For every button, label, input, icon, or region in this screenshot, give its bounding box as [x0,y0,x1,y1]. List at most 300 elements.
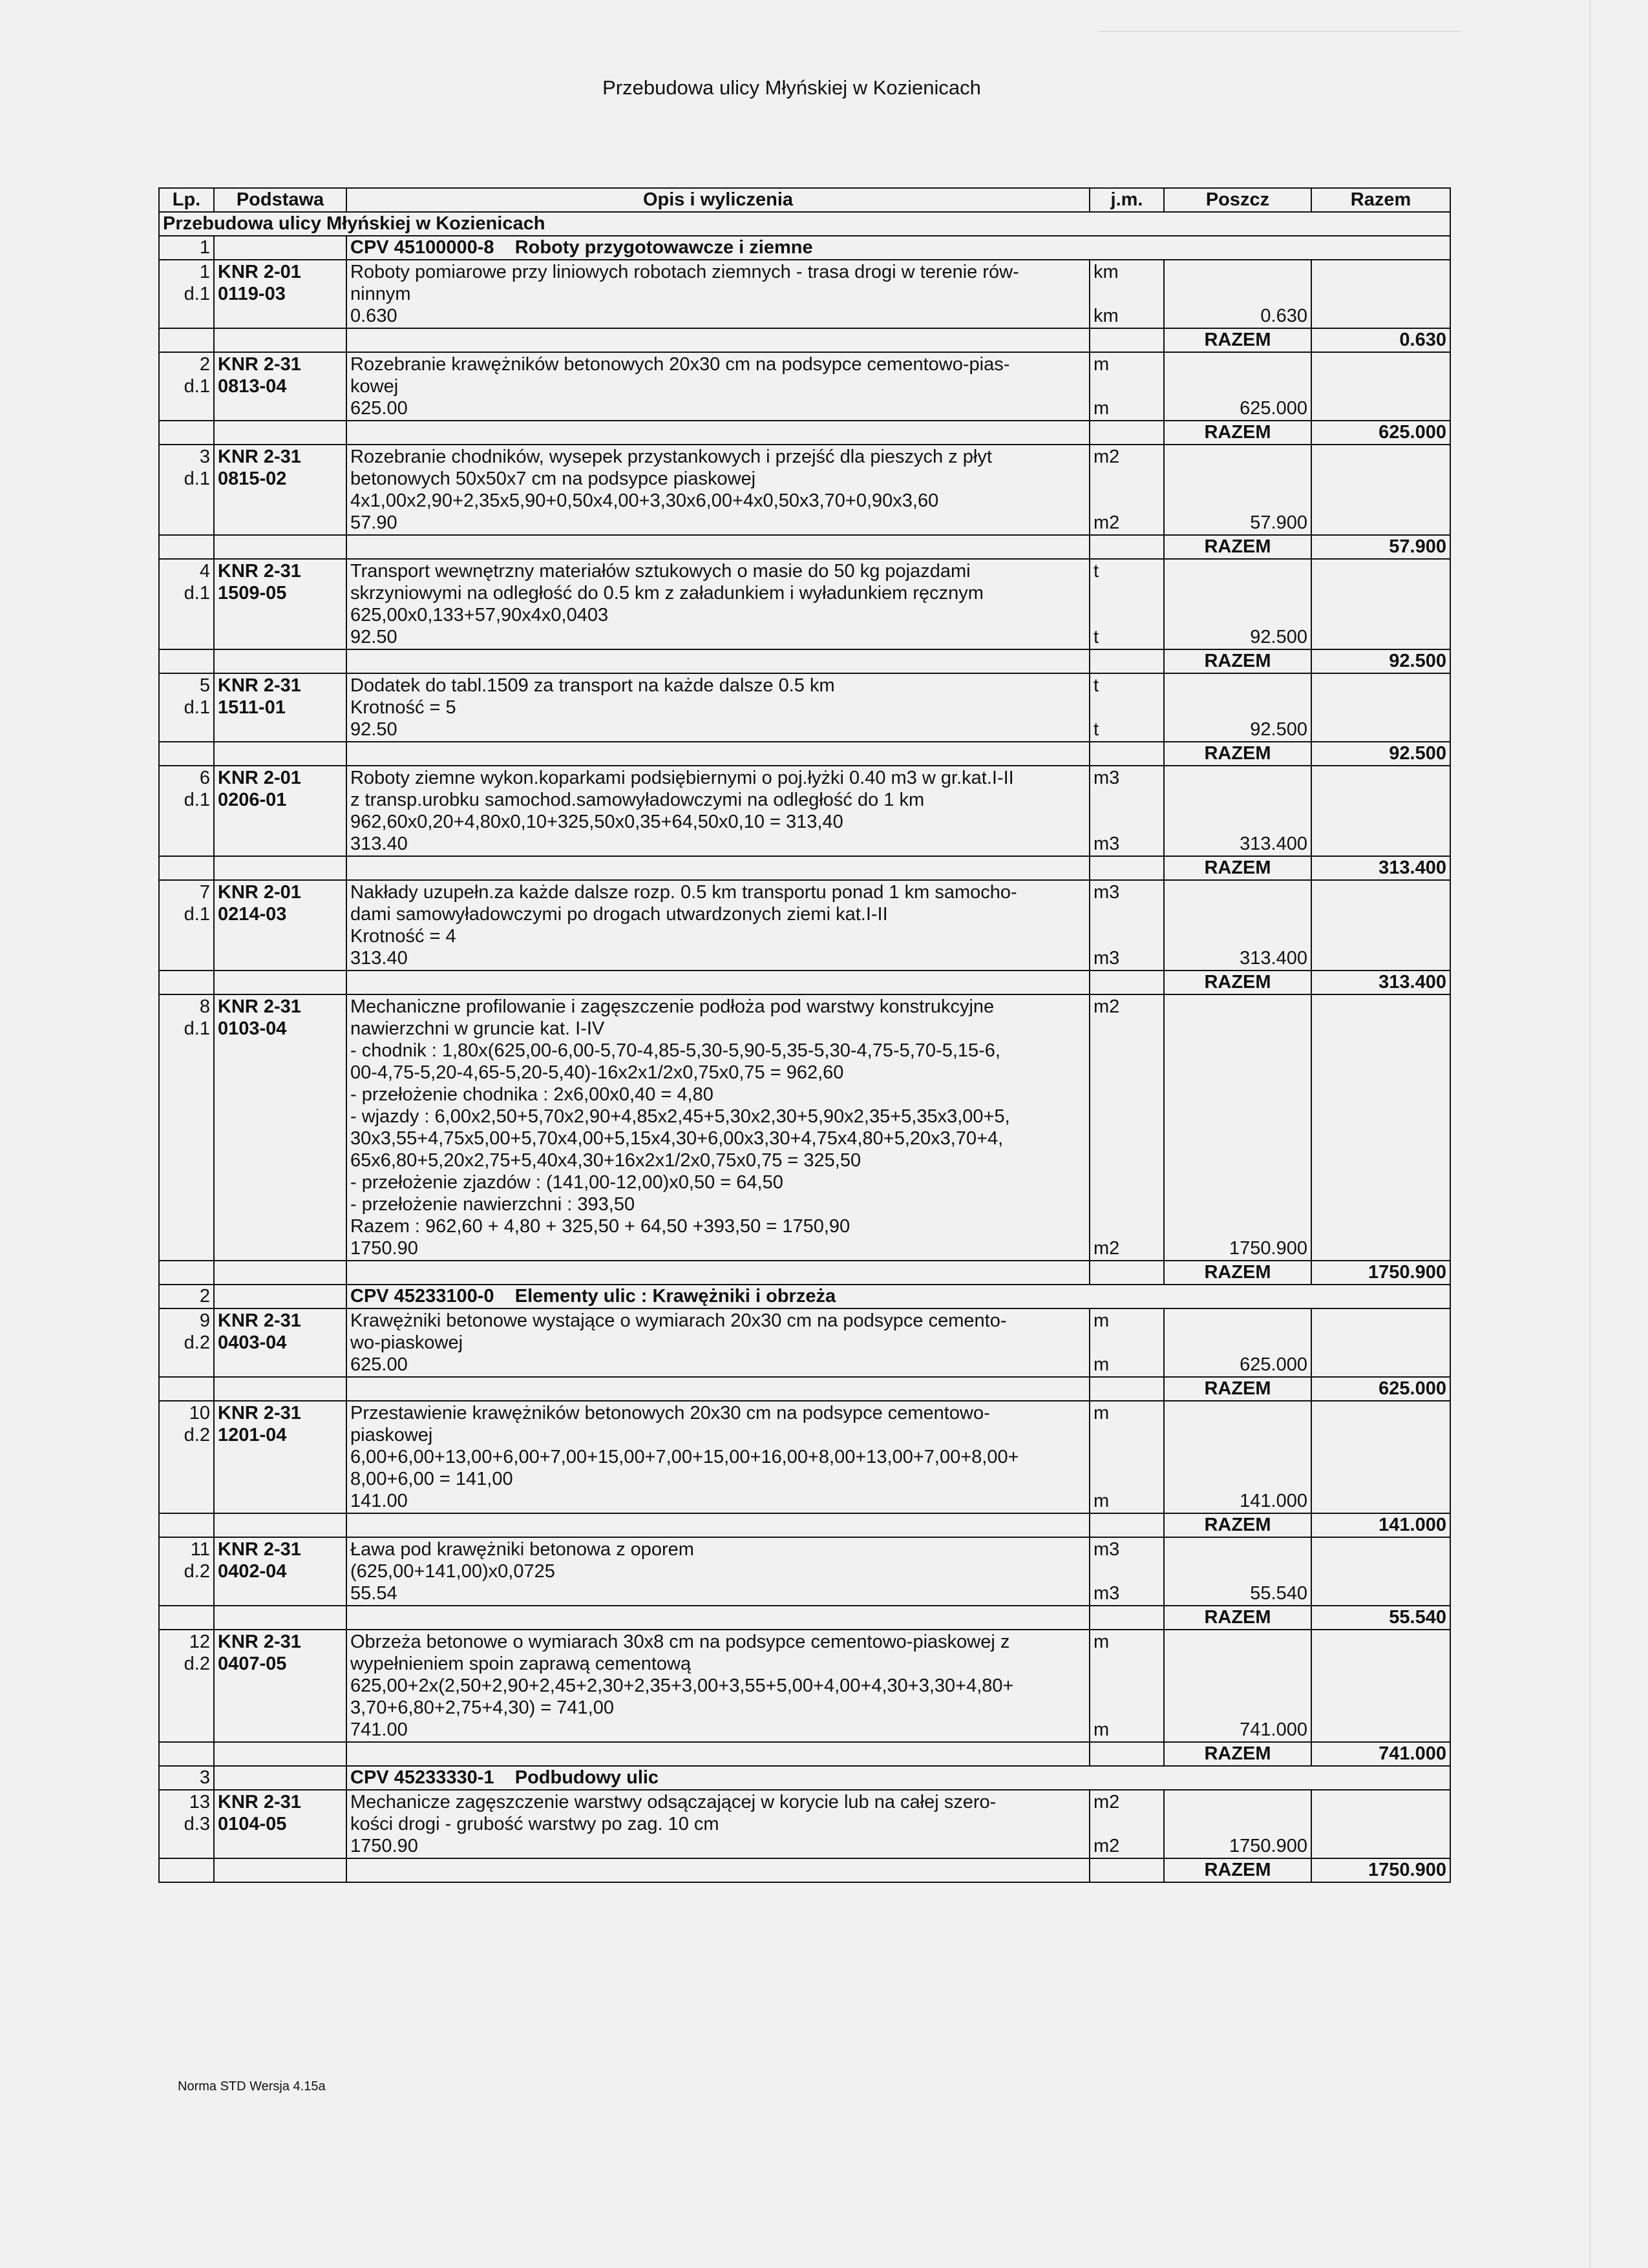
description-line: Obrzeża betonowe o wymiarach 30x8 cm na podsypce cementowo-piaskowej z [350,1632,1010,1652]
description-line: Roboty pomiarowe przy liniowych robotach ziemnych - trasa drogi w terenie rów- [350,262,1019,282]
description-line: 625,00x0,133+57,90x4x0,0403 [350,605,609,625]
description-line: 00-4,75-5,20-4,65-5,20-5,40)-16x2x1/2x0,75x0,75 = 962,60 [350,1062,844,1083]
item-lp [159,352,214,421]
item-unit [1090,1537,1164,1606]
razem-row [159,971,1450,994]
item-number: 9 [199,1310,210,1331]
razem-row [159,856,1450,880]
item-code: 0119-03 [218,284,286,304]
unit-top: km [1093,262,1119,282]
razem-value: 741.000 [1311,1742,1450,1766]
item-basis [214,1790,346,1858]
item-lp [159,1401,214,1513]
unit-bottom: m2 [1093,1238,1120,1259]
group-basis-empty [214,1285,346,1308]
cost-estimate-table [158,187,1451,1883]
razem-empty [1090,971,1164,994]
unit-spacer [1093,1332,1160,1354]
table-row [159,1308,1450,1377]
table-row [159,260,1450,328]
unit-spacer [1093,283,1160,305]
razem-value: 313.400 [1311,971,1450,994]
unit-bottom: t [1093,627,1099,647]
item-unit [1090,994,1164,1261]
col-opis: Opis i wyliczenia [346,188,1090,212]
item-code: 0407-05 [218,1654,287,1674]
item-basis [214,766,346,856]
unit-spacer [1093,1560,1160,1582]
unit-top: m2 [1093,446,1120,467]
item-unit [1090,766,1164,856]
razem-empty [214,649,346,673]
unit-bottom: m [1093,1719,1110,1740]
item-unit [1090,260,1164,328]
item-unit [1090,1790,1164,1858]
item-knr: KNR 2-31 [218,996,301,1017]
item-division: d.2 [184,1425,210,1445]
item-total-empty [1311,1537,1450,1606]
item-knr: KNR 2-31 [218,1539,301,1560]
unit-top: m [1093,1403,1110,1423]
razem-empty [214,1858,346,1882]
item-knr: KNR 2-31 [218,561,301,582]
description-line: - przełożenie zjazdów : (141,00-12,00)x0,50 = 64,50 [350,1172,783,1193]
razem-empty [214,421,346,445]
item-lp [159,1537,214,1606]
unit-bottom: m [1093,398,1110,419]
item-code: 1201-04 [218,1425,287,1445]
razem-row [159,742,1450,766]
razem-value: 625.000 [1311,1377,1450,1401]
item-partial: 92.500 [1164,673,1311,742]
item-total-empty [1311,1630,1450,1742]
item-description [346,1401,1090,1513]
razem-value: 1750.900 [1311,1261,1450,1285]
razem-empty [346,971,1090,994]
razem-empty [214,328,346,352]
item-basis [214,1308,346,1377]
item-partial: 741.000 [1164,1630,1311,1742]
razem-row [159,1742,1450,1766]
unit-bottom: km [1093,306,1119,326]
item-knr: KNR 2-31 [218,1403,301,1423]
description-line: dami samowyładowczymi po drogach utwardzonych ziemi kat.I-II [350,904,888,925]
item-division: d.1 [184,468,210,489]
unit-top: m [1093,1310,1110,1331]
unit-top: m3 [1093,768,1120,788]
item-code: 0403-04 [218,1332,287,1353]
razem-value: 0.630 [1311,328,1450,352]
group-row [159,236,1450,260]
razem-value: 141.000 [1311,1513,1450,1537]
item-basis [214,559,346,649]
description-line: kości drogi - grubość warstwy po zag. 10 cm [350,1814,719,1834]
razem-empty [1090,742,1164,766]
description-line: 1750.90 [350,1238,418,1259]
group-cpv-code: CPV 45233330-1 [350,1767,494,1788]
razem-empty [1090,535,1164,559]
razem-empty [159,649,214,673]
razem-empty [214,1377,346,1401]
item-knr: KNR 2-31 [218,675,301,696]
item-total-empty [1311,445,1450,535]
description-line: - chodnik : 1,80x(625,00-6,00-5,70-4,85-5,30-5,90-5,35-5,30-4,75-5,70-5,15-6, [350,1040,1000,1061]
item-total-empty [1311,352,1450,421]
razem-label: RAZEM [1164,421,1311,445]
item-number: 7 [199,882,210,903]
table-row [159,445,1450,535]
unit-bottom: m [1093,1354,1110,1375]
item-code: 0206-01 [218,790,287,810]
description-line: - wjazdy : 6,00x2,50+5,70x2,90+4,85x2,45+5,30x2,30+5,90x2,35+5,35x3,00+5, [350,1106,1010,1127]
item-unit [1090,1630,1164,1742]
item-division: d.1 [184,904,210,925]
razem-value: 57.900 [1311,535,1450,559]
item-total-empty [1311,559,1450,649]
item-description [346,1537,1090,1606]
description-line: Transport wewnętrzny materiałów sztukowych o masie do 50 kg pojazdami [350,561,971,582]
description-line: 30x3,55+4,75x5,00+5,70x4,00+5,15x4,30+6,00x3,30+4,75x4,80+5,20x3,70+4, [350,1128,1004,1149]
description-line: 625.00 [350,1354,408,1375]
unit-spacer [1093,1653,1160,1719]
item-lp [159,1308,214,1377]
description-line: ninnym [350,284,411,304]
item-lp [159,673,214,742]
unit-top: m3 [1093,882,1120,903]
item-description [346,260,1090,328]
item-description [346,1630,1090,1742]
razem-empty [346,856,1090,880]
item-partial: 55.540 [1164,1537,1311,1606]
razem-empty [346,1261,1090,1285]
description-line: Mechaniczne profilowanie i zagęszczenie podłoża pod warstwy konstrukcyjne [350,996,995,1017]
razem-empty [159,328,214,352]
item-partial: 313.400 [1164,880,1311,971]
item-partial: 141.000 [1164,1401,1311,1513]
razem-empty [346,1513,1090,1537]
description-line: Nakłady uzupełn.za każde dalsze rozp. 0.5 km transportu ponad 1 km samocho- [350,882,1017,903]
item-number: 1 [199,262,210,282]
item-description [346,994,1090,1261]
description-line: 962,60x0,20+4,80x0,10+325,50x0,35+64,50x0,10 = 313,40 [350,812,843,832]
item-knr: KNR 2-31 [218,1310,301,1331]
item-description [346,766,1090,856]
item-lp [159,1630,214,1742]
item-basis [214,352,346,421]
razem-empty [159,742,214,766]
description-line: Krotność = 4 [350,926,456,947]
item-unit [1090,673,1164,742]
description-line: kowej [350,376,399,397]
razem-row [159,421,1450,445]
item-code: 1511-01 [218,697,286,718]
item-partial: 1750.900 [1164,994,1311,1261]
razem-label: RAZEM [1164,1858,1311,1882]
description-line: - przełożenie nawierzchni : 393,50 [350,1194,635,1215]
item-lp [159,559,214,649]
razem-empty [214,856,346,880]
table-row [159,1401,1450,1513]
item-total-empty [1311,994,1450,1261]
unit-bottom: m3 [1093,834,1120,854]
razem-value: 625.000 [1311,421,1450,445]
section-title: Przebudowa ulicy Młyńskiej w Kozienicach [159,212,1450,236]
item-total-empty [1311,1401,1450,1513]
razem-row [159,1858,1450,1882]
item-number: 4 [199,561,210,582]
table-row [159,880,1450,971]
razem-empty [346,1742,1090,1766]
razem-label: RAZEM [1164,1606,1311,1630]
item-basis [214,1537,346,1606]
description-line: Krotność = 5 [350,697,456,718]
razem-empty [1090,1606,1164,1630]
description-line: 313.40 [350,834,408,854]
item-basis [214,880,346,971]
description-line: Rozebranie krawężników betonowych 20x30 cm na podsypce cementowo-pias- [350,354,1010,375]
razem-empty [159,1742,214,1766]
razem-value: 55.540 [1311,1606,1450,1630]
description-line: Roboty ziemne wykon.koparkami podsiębiernymi o poj.łyżki 0.40 m3 w gr.kat.I-II [350,768,1014,788]
razem-value: 92.500 [1311,649,1450,673]
razem-empty [159,1261,214,1285]
unit-spacer [1093,582,1160,626]
razem-row [159,1513,1450,1537]
item-number: 3 [199,446,210,467]
item-division: d.1 [184,790,210,810]
razem-value: 1750.900 [1311,1858,1450,1882]
razem-empty [346,742,1090,766]
unit-spacer [1093,1018,1160,1237]
item-number: 5 [199,675,210,696]
description-line: 55.54 [350,1583,397,1604]
item-division: d.1 [184,1018,210,1039]
razem-empty [346,535,1090,559]
unit-top: m [1093,1632,1110,1652]
footer-version: Norma STD Wersja 4.15a [178,2079,326,2094]
unit-spacer [1093,697,1160,719]
razem-empty [214,971,346,994]
razem-empty [1090,649,1164,673]
item-number: 13 [189,1792,210,1812]
razem-empty [346,1858,1090,1882]
item-basis [214,445,346,535]
item-partial: 625.000 [1164,352,1311,421]
description-line: piaskowej [350,1425,433,1445]
description-line: nawierzchni w gruncie kat. I-IV [350,1018,605,1039]
item-knr: KNR 2-01 [218,768,301,788]
group-basis-empty [214,236,346,260]
description-line: 741.00 [350,1719,408,1740]
group-row [159,1285,1450,1308]
razem-empty [214,1261,346,1285]
razem-row [159,649,1450,673]
item-knr: KNR 2-31 [218,446,301,467]
razem-empty [346,328,1090,352]
item-lp [159,1790,214,1858]
col-poszcz: Poszcz [1164,188,1311,212]
unit-spacer [1093,375,1160,397]
unit-bottom: m2 [1093,512,1120,533]
item-division: d.2 [184,1654,210,1674]
description-line: 6,00+6,00+13,00+6,00+7,00+15,00+7,00+15,00+16,00+8,00+13,00+7,00+8,00+ [350,1447,1019,1467]
unit-bottom: m3 [1093,948,1120,969]
razem-empty [1090,1513,1164,1537]
razem-empty [346,1377,1090,1401]
item-partial: 625.000 [1164,1308,1311,1377]
item-total-empty [1311,1308,1450,1377]
item-division: d.1 [184,376,210,397]
item-unit [1090,445,1164,535]
item-basis [214,673,346,742]
razem-empty [346,649,1090,673]
description-line: 65x6,80+5,20x2,75+5,40x4,30+16x2x1/2x0,75x0,75 = 325,50 [350,1150,861,1171]
table-row [159,1630,1450,1742]
razem-label: RAZEM [1164,649,1311,673]
razem-row [159,1606,1450,1630]
razem-empty [214,1513,346,1537]
razem-empty [346,421,1090,445]
item-lp [159,445,214,535]
razem-empty [346,1606,1090,1630]
item-partial: 0.630 [1164,260,1311,328]
razem-empty [1090,856,1164,880]
razem-label: RAZEM [1164,1742,1311,1766]
group-cpv-code: CPV 45100000-8 [350,237,494,258]
description-line: z transp.urobku samochod.samowyładowczymi na odległość do 1 km [350,790,925,810]
razem-empty [159,856,214,880]
item-code: 0402-04 [218,1561,287,1582]
item-number: 12 [189,1632,210,1652]
description-line: 0.630 [350,306,397,326]
razem-label: RAZEM [1164,1261,1311,1285]
description-line: 4x1,00x2,90+2,35x5,90+0,50x4,00+3,30x6,00+4x0,50x3,70+0,90x3,60 [350,490,939,511]
unit-spacer [1093,1813,1160,1835]
item-basis [214,994,346,1261]
item-basis [214,1401,346,1513]
description-line: (625,00+141,00)x0,0725 [350,1561,555,1582]
unit-spacer [1093,903,1160,947]
razem-empty [1090,1377,1164,1401]
group-title [346,1766,1450,1790]
description-line: Przestawienie krawężników betonowych 20x30 cm na podsypce cementowo- [350,1403,990,1423]
item-division: d.1 [184,697,210,718]
unit-top: t [1093,561,1099,582]
table-row [159,766,1450,856]
item-code: 0103-04 [218,1018,287,1039]
item-lp [159,994,214,1261]
scan-edge-line [1099,31,1461,32]
razem-empty [159,535,214,559]
unit-bottom: m2 [1093,1836,1120,1856]
item-unit [1090,1401,1164,1513]
razem-empty [159,1858,214,1882]
item-basis [214,260,346,328]
description-line: 92.50 [350,719,397,740]
table-row [159,1537,1450,1606]
unit-spacer [1093,468,1160,512]
group-title [346,1285,1450,1308]
razem-empty [214,742,346,766]
col-lp: Lp. [159,188,214,212]
description-line: Mechanicze zagęszczenie warstwy odsączającej w korycie lub na całej szero- [350,1792,997,1812]
description-line: skrzyniowymi na odległość do 0.5 km z załadunkiem i wyładunkiem ręcznym [350,583,984,604]
unit-top: m2 [1093,1792,1120,1812]
item-number: 8 [199,996,210,1017]
item-number: 10 [189,1403,210,1423]
group-number: 3 [159,1766,214,1790]
item-number: 2 [199,354,210,375]
item-code: 1509-05 [218,583,287,604]
description-line: 3,70+6,80+2,75+4,30) = 741,00 [350,1697,614,1718]
description-line: Krawężniki betonowe wystające o wymiarach 20x30 cm na podsypce cemento- [350,1310,1007,1331]
unit-spacer [1093,789,1160,833]
item-division: d.1 [184,284,210,304]
razem-empty [159,421,214,445]
group-name: Roboty przygotowawcze i ziemne [514,237,813,258]
description-line: 313.40 [350,948,408,969]
group-row [159,1766,1450,1790]
group-number: 1 [159,236,214,260]
item-number: 6 [199,768,210,788]
group-title [346,236,1450,260]
item-division: d.1 [184,583,210,604]
item-partial: 57.900 [1164,445,1311,535]
description-line: 57.90 [350,512,397,533]
item-knr: KNR 2-31 [218,354,301,375]
razem-label: RAZEM [1164,535,1311,559]
unit-top: t [1093,675,1099,696]
group-name: Podbudowy ulic [514,1767,659,1788]
razem-row [159,1377,1450,1401]
item-lp [159,766,214,856]
col-jm: j.m. [1090,188,1164,212]
razem-empty [159,1513,214,1537]
item-partial: 1750.900 [1164,1790,1311,1858]
razem-empty [1090,1858,1164,1882]
group-name: Elementy ulic : Krawężniki i obrzeża [514,1286,836,1307]
description-line: Razem : 962,60 + 4,80 + 325,50 + 64,50 +393,50 = 1750,90 [350,1216,850,1237]
item-description [346,1308,1090,1377]
section-row [159,212,1450,236]
razem-label: RAZEM [1164,971,1311,994]
razem-value: 313.400 [1311,856,1450,880]
item-total-empty [1311,766,1450,856]
item-total-empty [1311,880,1450,971]
item-unit [1090,559,1164,649]
razem-empty [214,535,346,559]
description-line: betonowych 50x50x7 cm na podsypce piaskowej [350,468,756,489]
description-line: 625.00 [350,398,408,419]
item-division: d.3 [184,1814,210,1834]
item-division: d.2 [184,1332,210,1353]
table-header-row [159,188,1450,212]
razem-label: RAZEM [1164,328,1311,352]
unit-top: m2 [1093,996,1120,1017]
item-description [346,559,1090,649]
razem-row [159,1261,1450,1285]
item-unit [1090,1308,1164,1377]
unit-top: m3 [1093,1539,1120,1560]
unit-spacer [1093,1424,1160,1490]
col-razem: Razem [1311,188,1450,212]
table-row [159,352,1450,421]
col-podstawa: Podstawa [214,188,346,212]
razem-value: 92.500 [1311,742,1450,766]
item-code: 0214-03 [218,904,287,925]
item-knr: KNR 2-31 [218,1632,301,1652]
description-line: Dodatek do tabl.1509 za transport na każde dalsze 0.5 km [350,675,835,696]
